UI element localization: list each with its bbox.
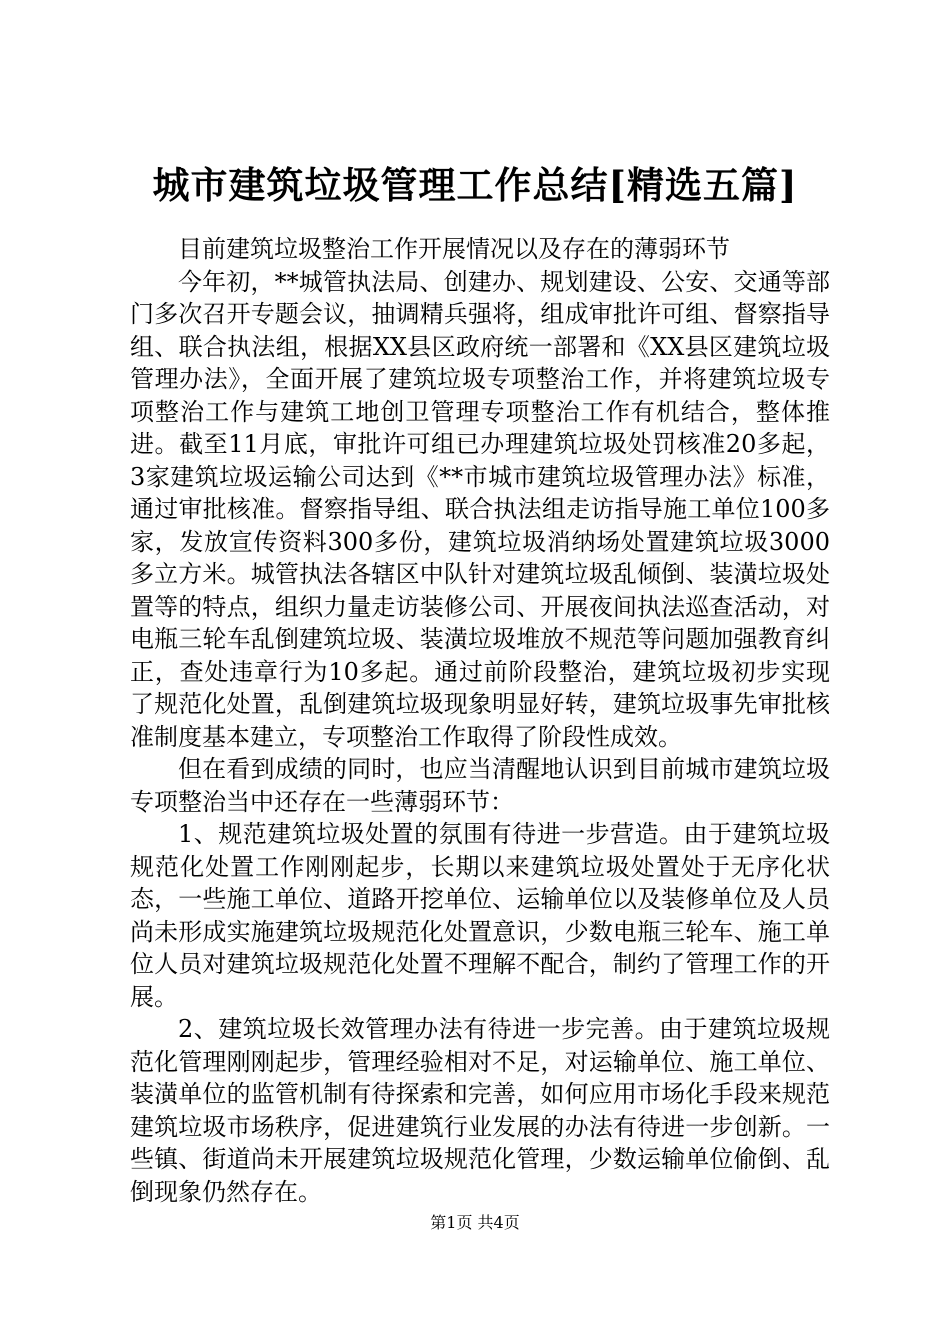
paragraph-weakness-intro: 但在看到成绩的同时，也应当清醒地认识到目前城市建筑垃圾专项整治当中还存在一些薄弱环节：: [130, 755, 830, 816]
page-footer: 第1页 共4页: [430, 1213, 520, 1232]
document-title: 城市建筑垃圾管理工作总结[精选五篇]: [152, 163, 798, 207]
paragraph-point-2: 2、建筑垃圾长效管理办法有待进一步完善。由于建筑垃圾规范化管理刚刚起步，管理经验相对不足，对运输单位、施工单位、装潢单位的监管机制有待探索和完善，如何应用市场化手段来规范建筑垃圾市场秩序，促进建筑行业发展的办法有待进一步创新。一些镇、街道尚未开展建筑垃圾规范化管理，少数运输单位偷倒、乱倒现象仍然存在。: [130, 1015, 830, 1206]
paragraph-point-1: 1、规范建筑垃圾处置的氛围有待进一步营造。由于建筑垃圾规范化处置工作刚刚起步，长期以来建筑垃圾处置处于无序化状态，一些施工单位、道路开挖单位、运输单位以及装修单位及人员尚未形成实施建筑垃圾规范化处置意识，少数电瓶三轮车、施工单位人员对建筑垃圾规范化处置不理解不配合，制约了管理工作的开展。: [130, 820, 830, 1011]
document-body: [130, 233, 830, 1208]
paragraph-subtitle: 目前建筑垃圾整治工作开展情况以及存在的薄弱环节: [178, 235, 730, 263]
paragraph-progress: 今年初，**城管执法局、创建办、规划建设、公安、交通等部门多次召开专题会议，抽调精兵强将，组成审批许可组、督察指导组、联合执法组，根据XX县区政府统一部署和《XX县区建筑垃圾管理办法》，全面开展了建筑垃圾专项整治工作，并将建筑垃圾专项整治工作与建筑工地创卫管理专项整治工作有机结合，整体推进。截至11月底，审批许可组已办理建筑垃圾处罚核准20多起，3家建筑垃圾运输公司达到《**市城市建筑垃圾管理办法》标准，通过审批核准。督察指导组、联合执法组走访指导施工单位100多家，发放宣传资料300多份，建筑垃圾消纳场处置建筑垃圾3000多立方米。城管执法各辖区中队针对建筑垃圾乱倾倒、装潢垃圾处置等的特点，组织力量走访装修公司、开展夜间执法巡查活动，对电瓶三轮车乱倒建筑垃圾、装潢垃圾堆放不规范等问题加强教育纠正，查处违章行为10多起。通过前阶段整治，建筑垃圾初步实现了规范化处置，乱倒建筑垃圾现象明显好转，建筑垃圾事先审批核准制度基本建立，专项整治工作取得了阶段性成效。: [130, 267, 830, 751]
